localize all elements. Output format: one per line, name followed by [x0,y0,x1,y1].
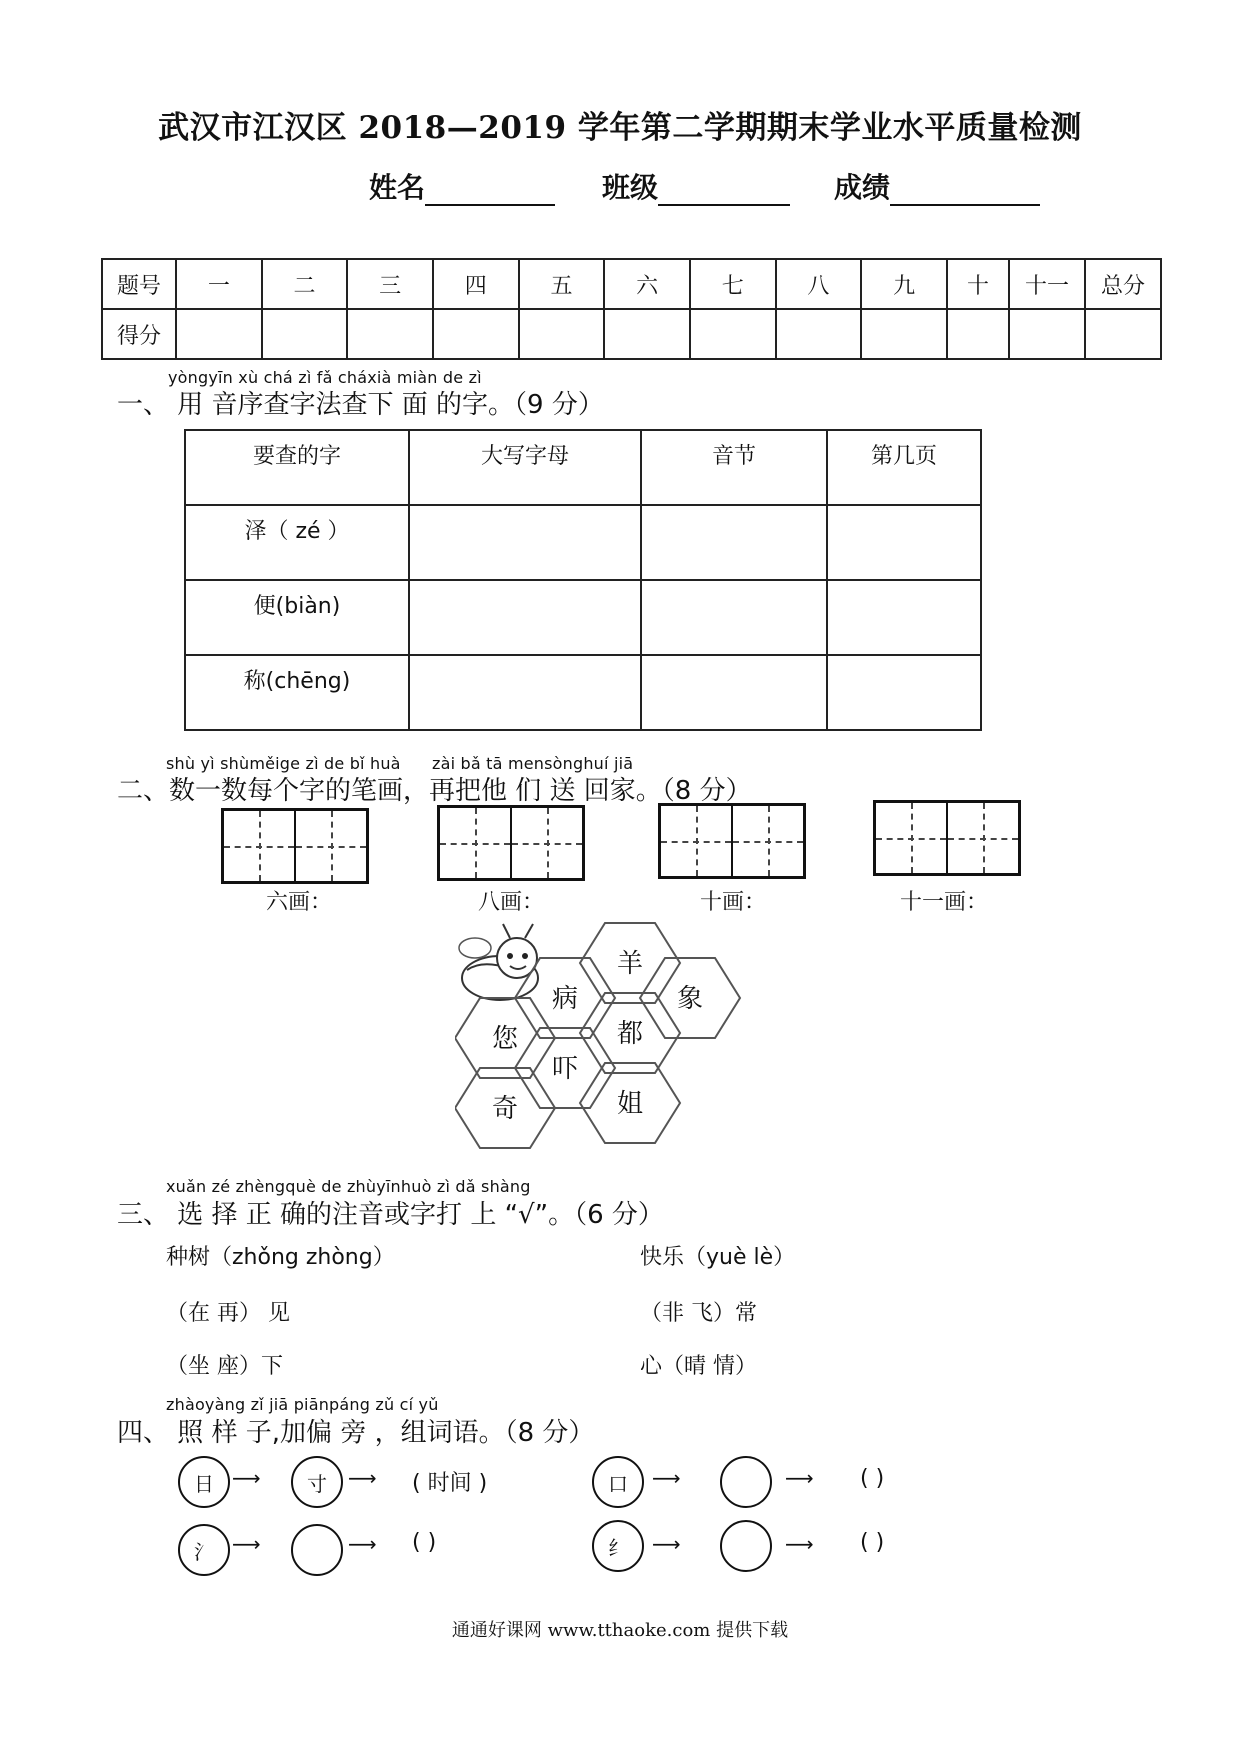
answer-cell[interactable] [827,580,981,655]
score-cell[interactable] [1009,309,1085,359]
lookup-char: 泽（ zé ） [185,505,409,580]
answer-cell[interactable] [641,655,827,730]
header-cell: 八 [776,259,862,309]
arrow-icon: ⟶ [652,1466,681,1490]
answer-cell[interactable] [827,505,981,580]
word-answer-blank[interactable]: ( ) [412,1530,437,1555]
score-cell[interactable] [176,309,262,359]
header-cell: 三 [347,259,433,309]
hex-char: 羊 [616,949,644,979]
radical-circle: 口 [592,1456,644,1508]
lookup-row [185,580,981,655]
q3-title: 三、 选 择 正 确的注音或字打 上 “√”。（6 分） [117,1200,664,1230]
q3-item[interactable]: 心（晴 情） [640,1354,757,1379]
hex-char: 姐 [616,1089,644,1119]
header-cell: 一 [176,259,262,309]
q3-item[interactable]: 快乐（yuè lè） [640,1245,796,1270]
q1-pinyin: yòngyīn xù chá zì fǎ cháxià miàn de zì [168,368,482,387]
label-eleven-strokes: 十一画： [900,890,989,915]
radical-circle: 日 [178,1456,230,1508]
score-label: 成绩 [834,171,891,204]
hex-char: 您 [491,1024,519,1054]
q1-title: 一、 用 音序查字法查下 面 的字。（9 分） [117,390,604,420]
score-cell[interactable] [347,309,433,359]
score-cell[interactable] [1085,309,1161,359]
lookup-row [185,505,981,580]
word-answer: ( 时间 ) [412,1471,488,1496]
component-circle: 寸 [291,1456,343,1508]
answer-cell[interactable] [409,580,641,655]
score-cell[interactable] [947,309,1009,359]
page-title: 武汉市江汉区 2018—2019 学年第二学期期末学业水平质量检测 [158,110,1082,146]
lookup-header-cell: 音节 [641,430,827,505]
q2-title: 二、数一数每个字的笔画，再把他 们 送 回家。（8 分） [117,776,752,806]
q4-pinyin: zhàoyàng zǐ jiā piānpáng zǔ cí yǔ [166,1395,439,1414]
score-cell[interactable] [604,309,690,359]
arrow-icon: ⟶ [348,1532,377,1556]
answer-cell[interactable] [409,505,641,580]
name-label: 姓名 [369,171,426,204]
row-label: 得分 [102,309,176,359]
header-cell: 题号 [102,259,176,309]
header-cell: 十一 [1009,259,1085,309]
word-answer-blank[interactable]: ( ) [860,1466,885,1491]
writing-grid-six[interactable] [221,808,369,884]
lookup-char: 便(biàn) [185,580,409,655]
arrow-icon: ⟶ [652,1532,681,1556]
arrow-icon: ⟶ [785,1466,814,1490]
score-cell[interactable] [433,309,519,359]
header-cell: 九 [861,259,947,309]
name-field[interactable] [369,166,555,206]
header-cell: 总分 [1085,259,1161,309]
lookup-header-cell: 要查的字 [185,430,409,505]
hex-char: 象 [676,984,704,1014]
q2-pinyin-2: zài bǎ tā mensònghuí jiā [432,754,634,773]
word-answer-blank[interactable]: ( ) [860,1530,885,1555]
answer-circle[interactable] [720,1456,772,1508]
hex-char: 吓 [551,1054,579,1084]
header-cell: 十 [947,259,1009,309]
lookup-header-cell: 大写字母 [409,430,641,505]
writing-grid-ten[interactable] [658,803,806,879]
header-cell: 七 [690,259,776,309]
arrow-icon: ⟶ [785,1532,814,1556]
lookup-header [185,430,981,505]
class-field[interactable] [602,166,790,206]
lookup-table [184,429,982,731]
q4-title: 四、 照 样 子,加偏 旁 ，组词语。（8 分） [117,1418,595,1448]
q3-pinyin: xuǎn zé zhèngquè de zhùyīnhuò zì dǎ shàng [166,1177,531,1196]
label-eight-strokes: 八画： [478,890,545,915]
score-table [101,258,1162,360]
label-ten-strokes: 十画： [700,890,767,915]
radical-circle: 纟 [592,1520,644,1572]
arrow-icon: ⟶ [232,1532,261,1556]
q3-item[interactable]: （坐 座）下 [166,1354,283,1379]
hex-char: 病 [551,984,579,1014]
answer-cell[interactable] [641,505,827,580]
bee-illustration [459,924,538,1000]
hex-char: 都 [616,1019,644,1049]
header-cell: 五 [519,259,605,309]
score-header-row [102,259,1161,309]
lookup-row [185,655,981,730]
score-field[interactable] [834,166,1040,206]
score-cell[interactable] [776,309,862,359]
q2-pinyin-1: shù yì shùměige zì de bǐ huà [166,754,401,773]
honeycomb-figure [455,918,815,1158]
score-cell[interactable] [861,309,947,359]
q3-item[interactable]: 种树（zhǒng zhòng） [166,1245,395,1270]
score-cell[interactable] [690,309,776,359]
q3-item[interactable]: （非 飞）常 [640,1301,757,1326]
label-six-strokes: 六画： [266,890,333,915]
answer-circle[interactable] [291,1524,343,1576]
radical-circle: 氵 [178,1524,230,1576]
lookup-header-cell: 第几页 [827,430,981,505]
class-label: 班级 [602,171,659,204]
lookup-char: 称(chēng) [185,655,409,730]
score-cell[interactable] [519,309,605,359]
footer-source: 通通好课网 www.tthaoke.com 提供下载 [451,1620,789,1641]
writing-grid-eight[interactable] [437,805,585,881]
q3-item[interactable]: （在 再） 见 [166,1301,290,1326]
hex-char: 奇 [491,1094,519,1124]
score-cell[interactable] [262,309,348,359]
score-value-row [102,309,1161,359]
header-cell: 四 [433,259,519,309]
arrow-icon: ⟶ [348,1466,377,1490]
arrow-icon: ⟶ [232,1466,261,1490]
answer-cell[interactable] [409,655,641,730]
header-cell: 二 [262,259,348,309]
header-cell: 六 [604,259,690,309]
answer-cell[interactable] [641,580,827,655]
answer-circle[interactable] [720,1520,772,1572]
writing-grid-eleven[interactable] [873,800,1021,876]
answer-cell[interactable] [827,655,981,730]
